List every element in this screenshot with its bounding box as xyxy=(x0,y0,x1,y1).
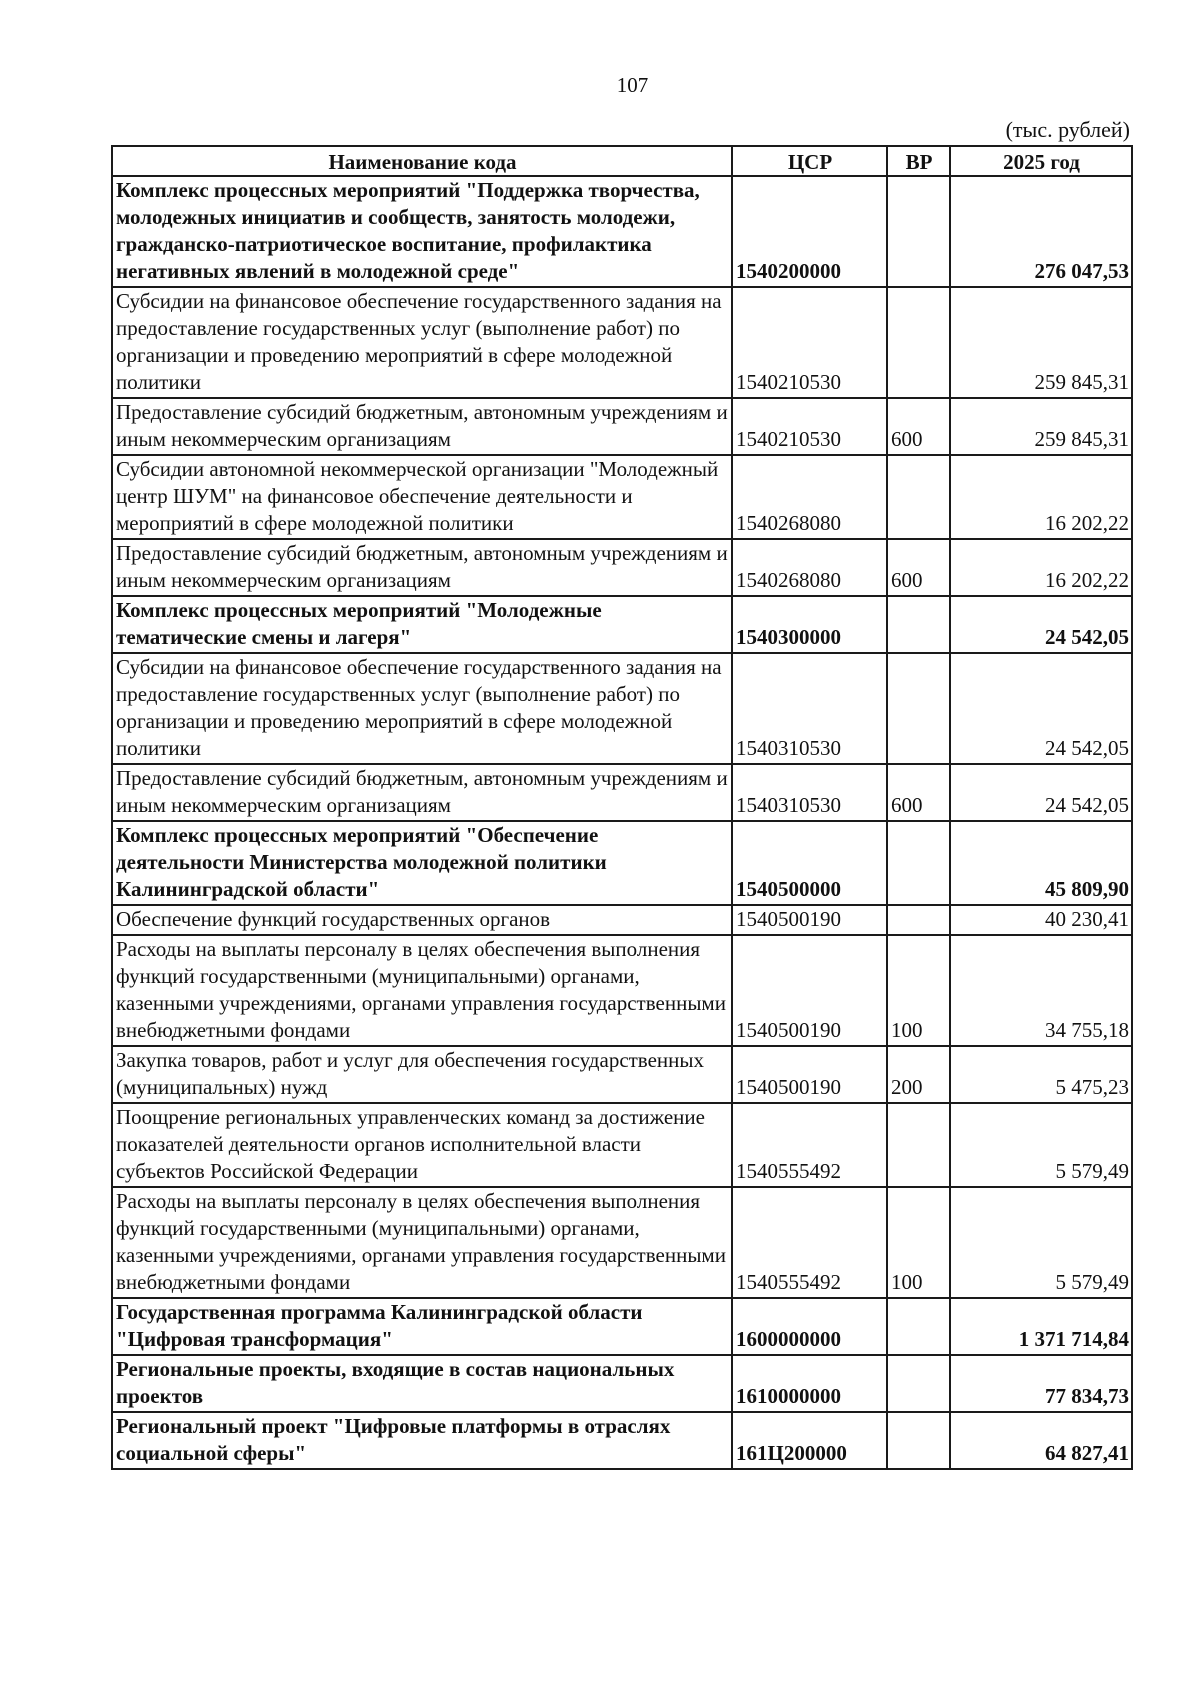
table-row xyxy=(112,455,1132,539)
table-body xyxy=(112,176,1132,1469)
table-row xyxy=(112,539,1132,596)
row-vr: 600 xyxy=(887,539,950,596)
row-code: 1540310530 xyxy=(732,764,887,821)
row-code: 1540500190 xyxy=(732,1046,887,1103)
table-row xyxy=(112,596,1132,653)
table-row xyxy=(112,764,1132,821)
table-row xyxy=(112,935,1132,1046)
row-vr: 100 xyxy=(887,1187,950,1298)
row-code: 1600000000 xyxy=(732,1298,887,1355)
row-name: Субсидии автономной некоммерческой организации "Молодежный центр ШУМ" на финансовое обеспечение деятельности и мероприятий в сфере молодежной политики xyxy=(112,455,732,539)
row-name: Обеспечение функций государственных органов xyxy=(112,905,732,935)
row-vr: 600 xyxy=(887,764,950,821)
row-name: Предоставление субсидий бюджетным, автономным учреждениям и иным некоммерческим организациям xyxy=(112,764,732,821)
row-code: 1610000000 xyxy=(732,1355,887,1412)
row-vr xyxy=(887,455,950,539)
header-amount: 2025 год xyxy=(950,146,1132,176)
row-code: 161Ц200000 xyxy=(732,1412,887,1469)
row-code: 1540555492 xyxy=(732,1103,887,1187)
row-amount: 45 809,90 xyxy=(950,821,1132,905)
table-row xyxy=(112,176,1132,287)
row-name: Поощрение региональных управленческих команд за достижение показателей деятельности органов исполнительной власти субъектов Российской Федерации xyxy=(112,1103,732,1187)
row-vr xyxy=(887,1298,950,1355)
row-name: Предоставление субсидий бюджетным, автономным учреждениям и иным некоммерческим организациям xyxy=(112,398,732,455)
row-amount: 34 755,18 xyxy=(950,935,1132,1046)
row-name: Комплекс процессных мероприятий "Обеспечение деятельности Министерства молодежной политики Калининградской области" xyxy=(112,821,732,905)
table-header-row xyxy=(112,146,1132,176)
row-code: 1540300000 xyxy=(732,596,887,653)
page-number: 107 xyxy=(616,73,649,97)
header-name: Наименование кода xyxy=(112,146,732,176)
row-vr: 600 xyxy=(887,398,950,455)
row-code: 1540210530 xyxy=(732,398,887,455)
row-name: Предоставление субсидий бюджетным, автономным учреждениям и иным некоммерческим организациям xyxy=(112,539,732,596)
row-amount: 259 845,31 xyxy=(950,398,1132,455)
row-amount: 276 047,53 xyxy=(950,176,1132,287)
row-name: Субсидии на финансовое обеспечение государственного задания на предоставление государственных услуг (выполнение работ) по организации и проведению мероприятий в сфере молодежной политики xyxy=(112,287,732,398)
header-vr: ВР xyxy=(887,146,950,176)
row-amount: 16 202,22 xyxy=(950,455,1132,539)
row-amount: 5 475,23 xyxy=(950,1046,1132,1103)
row-amount: 64 827,41 xyxy=(950,1412,1132,1469)
row-code: 1540500000 xyxy=(732,821,887,905)
row-vr xyxy=(887,596,950,653)
row-amount: 24 542,05 xyxy=(950,764,1132,821)
row-amount: 77 834,73 xyxy=(950,1355,1132,1412)
row-amount: 5 579,49 xyxy=(950,1187,1132,1298)
row-vr: 200 xyxy=(887,1046,950,1103)
row-amount: 259 845,31 xyxy=(950,287,1132,398)
row-code: 1540555492 xyxy=(732,1187,887,1298)
row-amount: 24 542,05 xyxy=(950,596,1132,653)
table-row xyxy=(112,287,1132,398)
row-code: 1540310530 xyxy=(732,653,887,764)
table-row xyxy=(112,398,1132,455)
row-code: 1540268080 xyxy=(732,455,887,539)
table-row xyxy=(112,1298,1132,1355)
table-row xyxy=(112,1412,1132,1469)
row-name: Закупка товаров, работ и услуг для обеспечения государственных (муниципальных) нужд xyxy=(112,1046,732,1103)
row-vr xyxy=(887,176,950,287)
units-label: (тыс. рублей) xyxy=(1005,117,1130,142)
table-row xyxy=(112,905,1132,935)
row-vr xyxy=(887,653,950,764)
row-code: 1540210530 xyxy=(732,287,887,398)
row-amount: 24 542,05 xyxy=(950,653,1132,764)
row-amount: 16 202,22 xyxy=(950,539,1132,596)
row-vr: 100 xyxy=(887,935,950,1046)
row-vr xyxy=(887,1355,950,1412)
table-row xyxy=(112,1103,1132,1187)
table-row xyxy=(112,1355,1132,1412)
row-vr xyxy=(887,905,950,935)
row-name: Региональные проекты, входящие в состав национальных проектов xyxy=(112,1355,732,1412)
row-code: 1540200000 xyxy=(732,176,887,287)
row-name: Региональный проект "Цифровые платформы в отраслях социальной сферы" xyxy=(112,1412,732,1469)
row-name: Государственная программа Калининградской области "Цифровая трансформация" xyxy=(112,1298,732,1355)
row-vr xyxy=(887,1412,950,1469)
row-name: Комплекс процессных мероприятий "Поддержка творчества, молодежных инициатив и сообществ, занятость молодежи, гражданско-патриотическое воспитание, профилактика негативных явлений в молодежной среде" xyxy=(112,176,732,287)
row-name: Субсидии на финансовое обеспечение государственного задания на предоставление государственных услуг (выполнение работ) по организации и проведению мероприятий в сфере молодежной политики xyxy=(112,653,732,764)
header-code: ЦСР xyxy=(732,146,887,176)
table-row xyxy=(112,1187,1132,1298)
row-amount: 5 579,49 xyxy=(950,1103,1132,1187)
row-amount: 40 230,41 xyxy=(950,905,1132,935)
row-amount: 1 371 714,84 xyxy=(950,1298,1132,1355)
table-row xyxy=(112,653,1132,764)
table-row xyxy=(112,1046,1132,1103)
table-row xyxy=(112,821,1132,905)
row-name: Комплекс процессных мероприятий "Молодежные тематические смены и лагеря" xyxy=(112,596,732,653)
row-code: 1540500190 xyxy=(732,905,887,935)
row-vr xyxy=(887,1103,950,1187)
row-name: Расходы на выплаты персоналу в целях обеспечения выполнения функций государственными (муниципальными) органами, казенными учреждениями, органами управления государственными внебюджетными фондами xyxy=(112,1187,732,1298)
budget-table xyxy=(111,145,1133,1470)
row-code: 1540268080 xyxy=(732,539,887,596)
row-vr xyxy=(887,821,950,905)
row-code: 1540500190 xyxy=(732,935,887,1046)
row-vr xyxy=(887,287,950,398)
row-name: Расходы на выплаты персоналу в целях обеспечения выполнения функций государственными (муниципальными) органами, казенными учреждениями, органами управления государственными внебюджетными фондами xyxy=(112,935,732,1046)
